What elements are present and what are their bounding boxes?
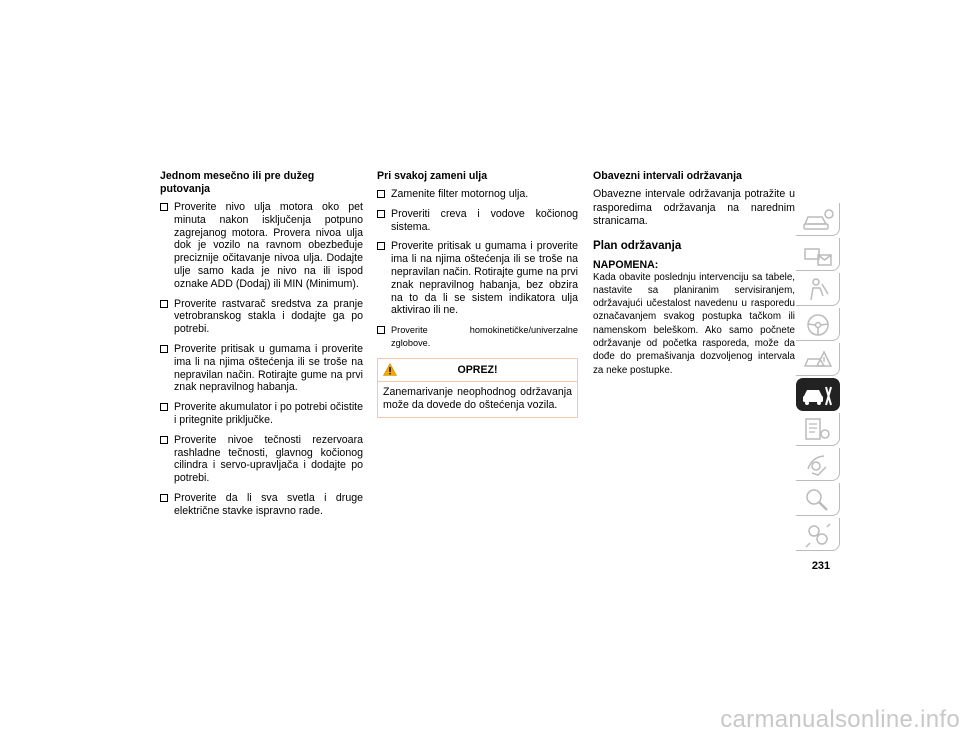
note-paragraph: Kada obavite poslednju intervenciju sa tabele, nastavite sa planiranim servisiranjem, održavajući učestalost navedenu u rasporedu označavanjem svakog postupka tačkom ili namenskom beleškom. Ako samo počnete održavanje od početka rasporeda, može da dođe do premašivanja dozvoljenog intervala za neke postupke. [593,271,795,376]
section-heading-intervals: Obavezni intervali održavanja [593,170,742,182]
section-heading-oil-change: Pri svakoj zameni ulja [377,170,488,182]
tab-messages[interactable] [796,238,840,271]
note-label: NAPOMENA: [593,258,659,271]
oil-change-checklist [377,188,578,350]
list-item: Proverite rastvarač sredstva za pranje vetrobranskog stakla i dodajte ga po potrebi. [160,298,363,336]
column-3 [593,170,795,377]
list-item: Zamenite filter motornog ulja. [377,188,578,201]
chapter-tabs [796,203,841,553]
list-item: Proverite nivo ulja motora oko pet minuta nakon isključenja potpuno zagrejanog motora. Provera nivoa ulja dok je vozilo na ravnom obezbeđuje preciznije očitavanje nivoa ulja. Dodajte ulje samo kada je nivo na ili ispod oznake ADD (Dodaj) ili MIN (Minimum). [160,201,363,291]
tab-steering[interactable] [796,308,840,341]
tab-emergency[interactable] [796,343,840,376]
specifications-icon [802,416,834,443]
list-item: Proverite akumulator i po potrebi očistite i pritegnite priključke. [160,401,363,427]
list-item: Proverite homokinetičke/univerzalne zglobove. [377,324,578,350]
caution-header [378,359,577,382]
monthly-checklist [160,201,363,518]
checkbox-bullet-icon [160,494,168,502]
tab-languages[interactable] [796,518,840,551]
column-2 [377,170,578,418]
checkbox-bullet-icon [160,203,168,211]
car-service-icon [802,381,834,408]
list-item: Proveriti creva i vodove kočionog sistema. [377,208,578,234]
list-item: Proverite da li sva svetla i druge električne stavke ispravno rade. [160,492,363,518]
caution-title: OPREZ! [457,363,498,376]
list-item: Proverite pritisak u gumama i proverite ima li na njima oštećenja ili se troše na nepravilan način. Rotirajte gume na prvi znak nepravilnog habanja. [160,343,363,394]
checkbox-bullet-icon [377,190,385,198]
tab-car-service[interactable] [796,378,840,411]
tab-multimedia[interactable] [796,448,840,481]
search-icon [802,486,834,513]
languages-icon [802,521,834,548]
list-item: Proverite pritisak u gumama i proverite ima li na njima oštećenja ili se troše na nepravilan način. Rotirajte gume na prvi znak nepravilnog habanja, bez obzira na to da li se sistem indikatora ulja aktivirao ili ne. [377,240,578,317]
checkbox-bullet-icon [160,436,168,444]
tab-search[interactable] [796,483,840,516]
multimedia-icon [802,451,834,478]
intervals-paragraph: Obavezne intervale održavanja potražite u rasporedima održavanja na narednim stranicama. [593,188,795,227]
checkbox-bullet-icon [160,300,168,308]
section-title-maintenance-plan: Plan održavanja [593,238,682,252]
emergency-icon [802,346,834,373]
checkbox-bullet-icon [160,345,168,353]
column-1 [160,170,363,525]
checkbox-bullet-icon [377,210,385,218]
checkbox-bullet-icon [377,242,385,250]
messages-icon [802,241,834,268]
tab-specifications[interactable] [796,413,840,446]
car-info-icon [802,206,834,233]
safety-icon [802,276,834,303]
checkbox-bullet-icon [377,326,385,334]
section-heading-monthly: Jednom mesečno ili pre dužeg putovanja [160,170,315,195]
caution-text: Zanemarivanje neophodnog održavanja može da dovede do oštećenja vozila. [383,385,572,411]
checkbox-bullet-icon [160,403,168,411]
tab-car-info[interactable] [796,203,840,236]
steering-wheel-icon [802,311,834,338]
page-number: 231 [811,560,831,572]
caution-box [377,358,578,418]
tab-safety[interactable] [796,273,840,306]
list-item: Proverite nivoe tečnosti rezervoara rashladne tečnosti, glavnog kočionog cilindra i servo-upravljača i dodajte po potrebi. [160,434,363,485]
watermark: carmanualsonline.info [720,706,960,733]
